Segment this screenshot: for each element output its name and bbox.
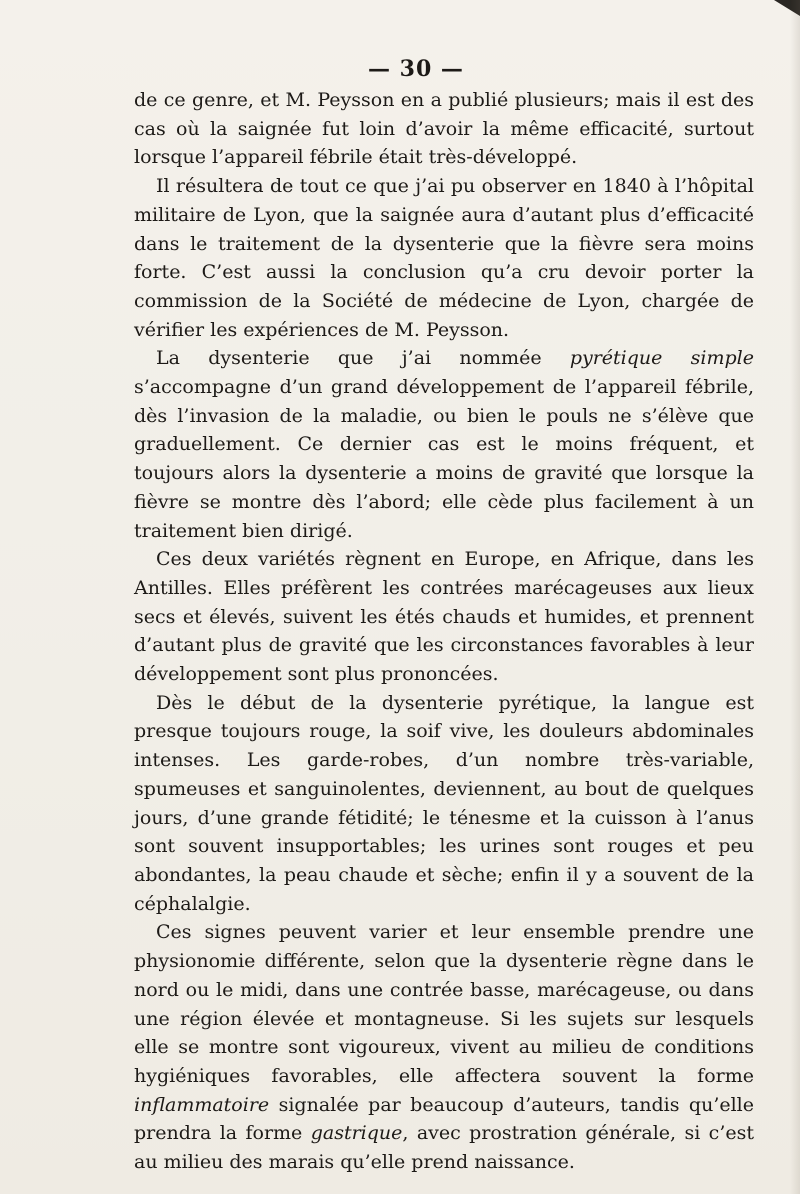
text-run: Ces signes peuvent varier et leur ensemble prendre une physionomie différente, selon que la dysenterie règne dans le nord ou le midi, dans une contrée basse, marécageuse, ou dans une région élevée et montagneuse. Si les sujets sur lesquels elle se montre sont vigoureux, vivent au milieu de conditions hygiéniques favorables, elle affectera souvent la forme	[134, 921, 754, 1087]
paragraph	[134, 545, 754, 689]
text-run: signalée par beaucoup d’auteurs, tandis qu’elle prendra la forme	[134, 1093, 754, 1145]
italic-text: inflammatoire	[134, 1093, 270, 1116]
body-text	[134, 86, 754, 1177]
paragraph	[134, 86, 754, 172]
italic-text: pyrétique simple	[569, 347, 754, 370]
paragraph	[134, 689, 754, 919]
paragraph	[134, 344, 754, 545]
page-edge-shadow	[790, 0, 800, 1194]
text-run: Il résultera de tout ce que j’ai pu observer en 1840 à l’hôpital militaire de Lyon, que la saignée aura d’autant plus d’efficacité dans le traitement de la dysenterie que la fièvre sera moins forte. C’est aussi la conclusion qu’a cru devoir porter la commission de la Société de médecine de Lyon, chargée de vérifier les expériences de M. Peysson.	[134, 175, 754, 341]
text-run: Dès le début de la dysenterie pyrétique, la langue est presque toujours rouge, la soif vive, les douleurs abdominales intenses. Les garde-robes, d’un nombre très-variable, spumeuses et sanguinolentes, deviennent, au bout de quelques jours, d’une grande fétidité; le ténesme et la cuisson à l’anus sont souvent insupportables; les urines sont rouges et peu abondantes, la peau chaude et sèche; enfin il y a souvent de la céphalalgie.	[134, 691, 754, 915]
italic-text: gastrique	[310, 1122, 403, 1145]
text-run: , avec prostration générale, si c’est au milieu des marais qu’elle prend naissance.	[134, 1122, 754, 1174]
paragraph	[134, 172, 754, 344]
text-run: La dysenterie que j’ai nommée	[156, 347, 570, 370]
text-run: s’accompagne d’un grand développement de l’appareil fébrile, dès l’invasion de la maladie, ou bien le pouls ne s’élève que graduellement. Ce dernier cas est le moins fréquent, et toujours alors la dysenterie a moins de gravité que lorsque la fièvre se montre dès l’abord; elle cède plus facilement à un traitement bien dirigé.	[134, 376, 754, 542]
page-number: — 30 —	[368, 56, 464, 82]
text-run: de ce genre, et M. Peysson en a publié plusieurs; mais il est des cas où la saignée fut loin d’avoir la même efficacité, surtout lorsque l’appareil fébrile était très-développé.	[134, 89, 754, 169]
paragraph	[134, 918, 754, 1176]
text-run: Ces deux variétés règnent en Europe, en Afrique, dans les Antilles. Elles préfèrent les contrées marécageuses aux lieux secs et élevés, suivent les étés chauds et humides, et prennent d’autant plus de gravité que les circonstances favorables à leur développement sont plus prononcées.	[134, 548, 754, 686]
